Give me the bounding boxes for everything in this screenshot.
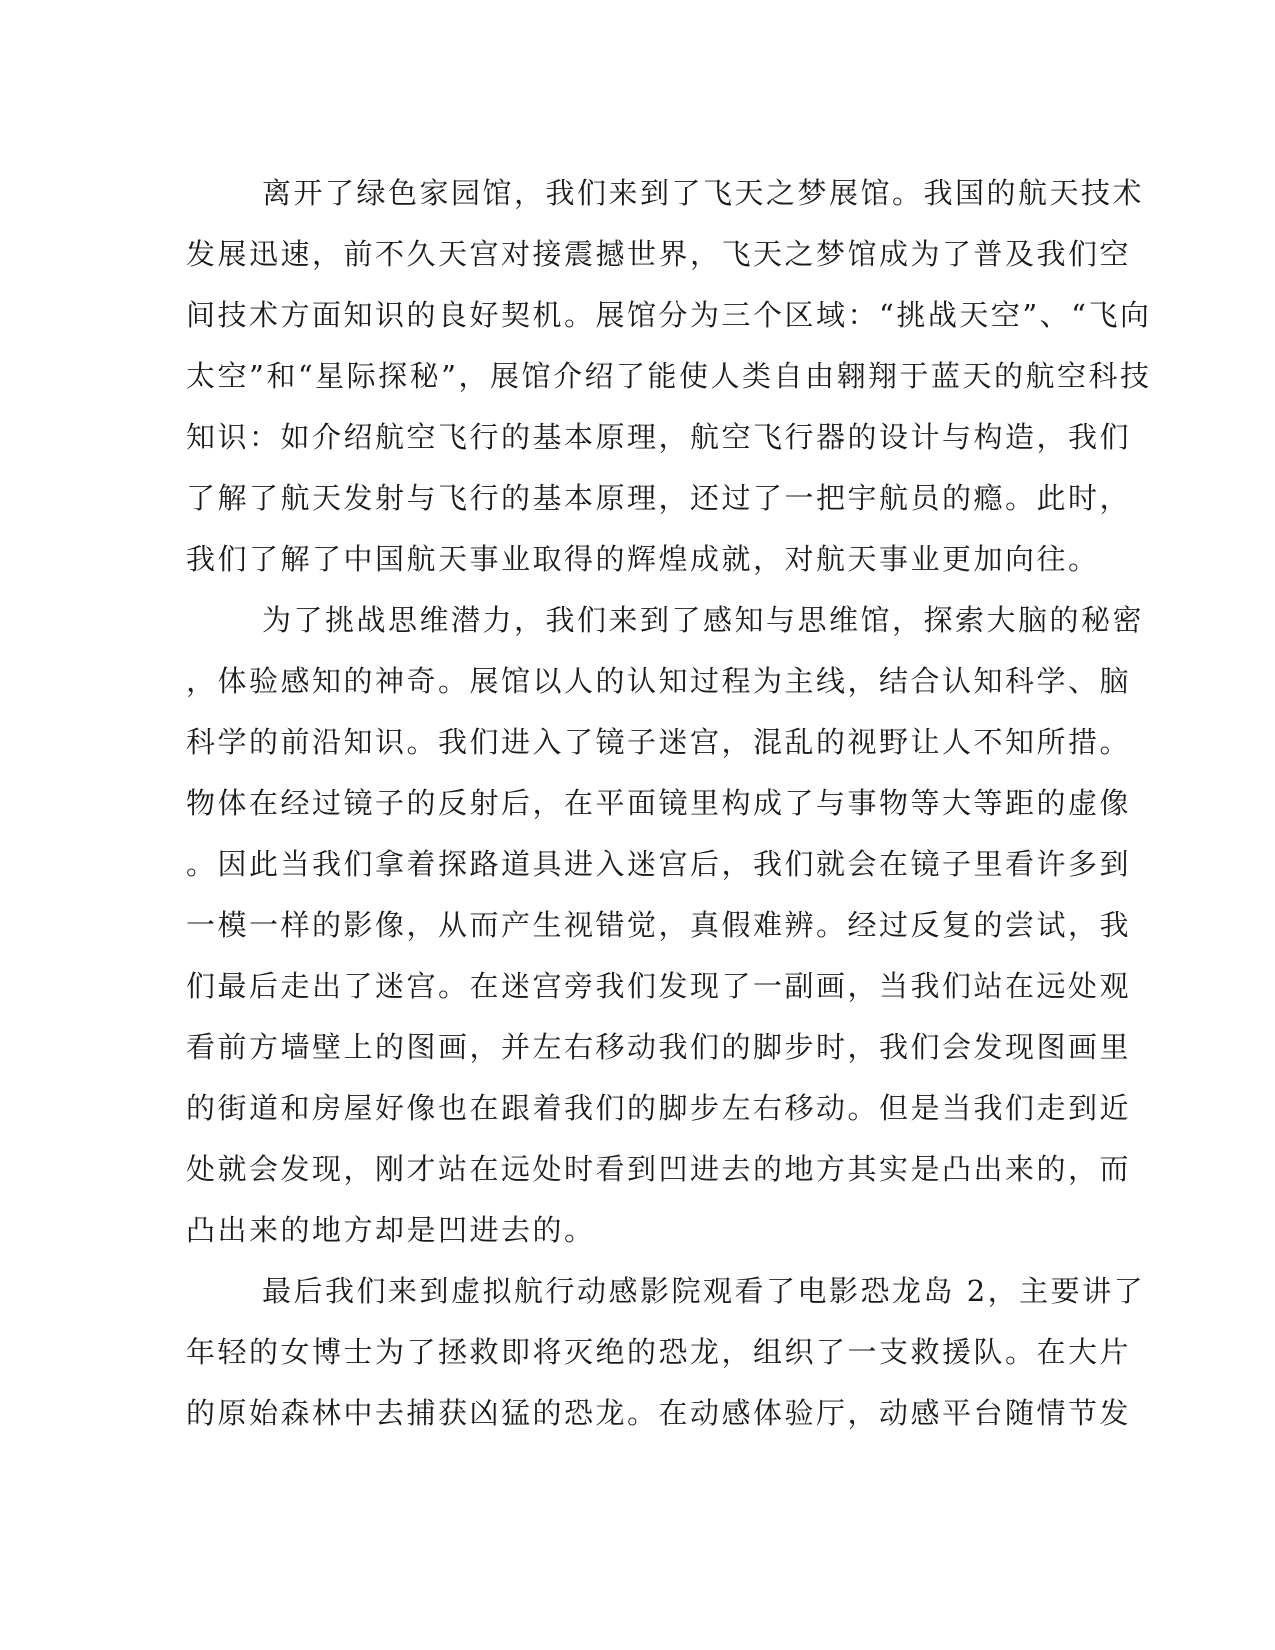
paragraph-3-line-1: 最后我们来到虚拟航行动感影院观看了电影恐龙岛 2，主要讲了 bbox=[262, 1274, 1146, 1308]
paragraph-2-line-2: ，体验感知的神奇。展馆以人的认知过程为主线，结合认知科学、脑 bbox=[186, 664, 1132, 698]
paragraph-2-line-7: 们最后走出了迷宫。在迷宫旁我们发现了一副画，当我们站在远处观 bbox=[186, 969, 1132, 1003]
paragraph-3-line-2: 年轻的女博士为了拯救即将灭绝的恐龙，组织了一支救援队。在大片 bbox=[186, 1335, 1132, 1369]
paragraph-2-line-4: 物体在经过镜子的反射后，在平面镜里构成了与事物等大等距的虚像 bbox=[186, 786, 1132, 820]
paragraph-1-line-1: 离开了绿色家园馆，我们来到了飞天之梦展馆。我国的航天技术 bbox=[262, 176, 1145, 210]
paragraph-2-line-6: 一模一样的影像，从而产生视错觉，真假难辨。经过反复的尝试，我 bbox=[186, 908, 1132, 942]
paragraph-2-line-10: 处就会发现，刚才站在远处时看到凹进去的地方其实是凸出来的，而 bbox=[186, 1152, 1132, 1186]
paragraph-2-line-9: 的街道和房屋好像也在跟着我们的脚步左右移动。但是当我们走到近 bbox=[186, 1091, 1132, 1125]
paragraph-2-line-1: 为了挑战思维潜力，我们来到了感知与思维馆，探索大脑的秘密 bbox=[262, 603, 1145, 637]
paragraph-1-line-6: 了解了航天发射与飞行的基本原理，还过了一把宇航员的瘾。此时， bbox=[186, 481, 1132, 515]
body-text bbox=[186, 163, 1152, 1444]
paragraph-1-line-3: 间技术方面知识的良好契机。展馆分为三个区域：“挑战天空”、“飞向 bbox=[186, 298, 1152, 332]
paragraph-1-line-7: 我们了解了中国航天事业取得的辉煌成就，对航天事业更加向往。 bbox=[186, 542, 1100, 576]
paragraph-2-line-8: 看前方墙壁上的图画，并左右移动我们的脚步时，我们会发现图画里 bbox=[186, 1030, 1132, 1064]
paragraph-2-line-5: 。因此当我们拿着探路道具进入迷宫后，我们就会在镜子里看许多到 bbox=[186, 847, 1132, 881]
paragraph-1-line-4: 太空”和“星际探秘”，展馆介绍了能使人类自由翱翔于蓝天的航空科技 bbox=[186, 359, 1152, 393]
paragraph-1-line-5: 知识：如介绍航空飞行的基本原理，航空飞行器的设计与构造，我们 bbox=[186, 420, 1132, 454]
paragraph-2-line-11: 凸出来的地方却是凹进去的。 bbox=[186, 1213, 596, 1247]
paragraph-1-line-2: 发展迅速，前不久天宫对接震撼世界，飞天之梦馆成为了普及我们空 bbox=[186, 237, 1132, 271]
paragraph-3-line-3: 的原始森林中去捕获凶猛的恐龙。在动感体验厅，动感平台随情节发 bbox=[186, 1396, 1132, 1430]
paragraph-2-line-3: 科学的前沿知识。我们进入了镜子迷宫，混乱的视野让人不知所措。 bbox=[186, 725, 1132, 759]
